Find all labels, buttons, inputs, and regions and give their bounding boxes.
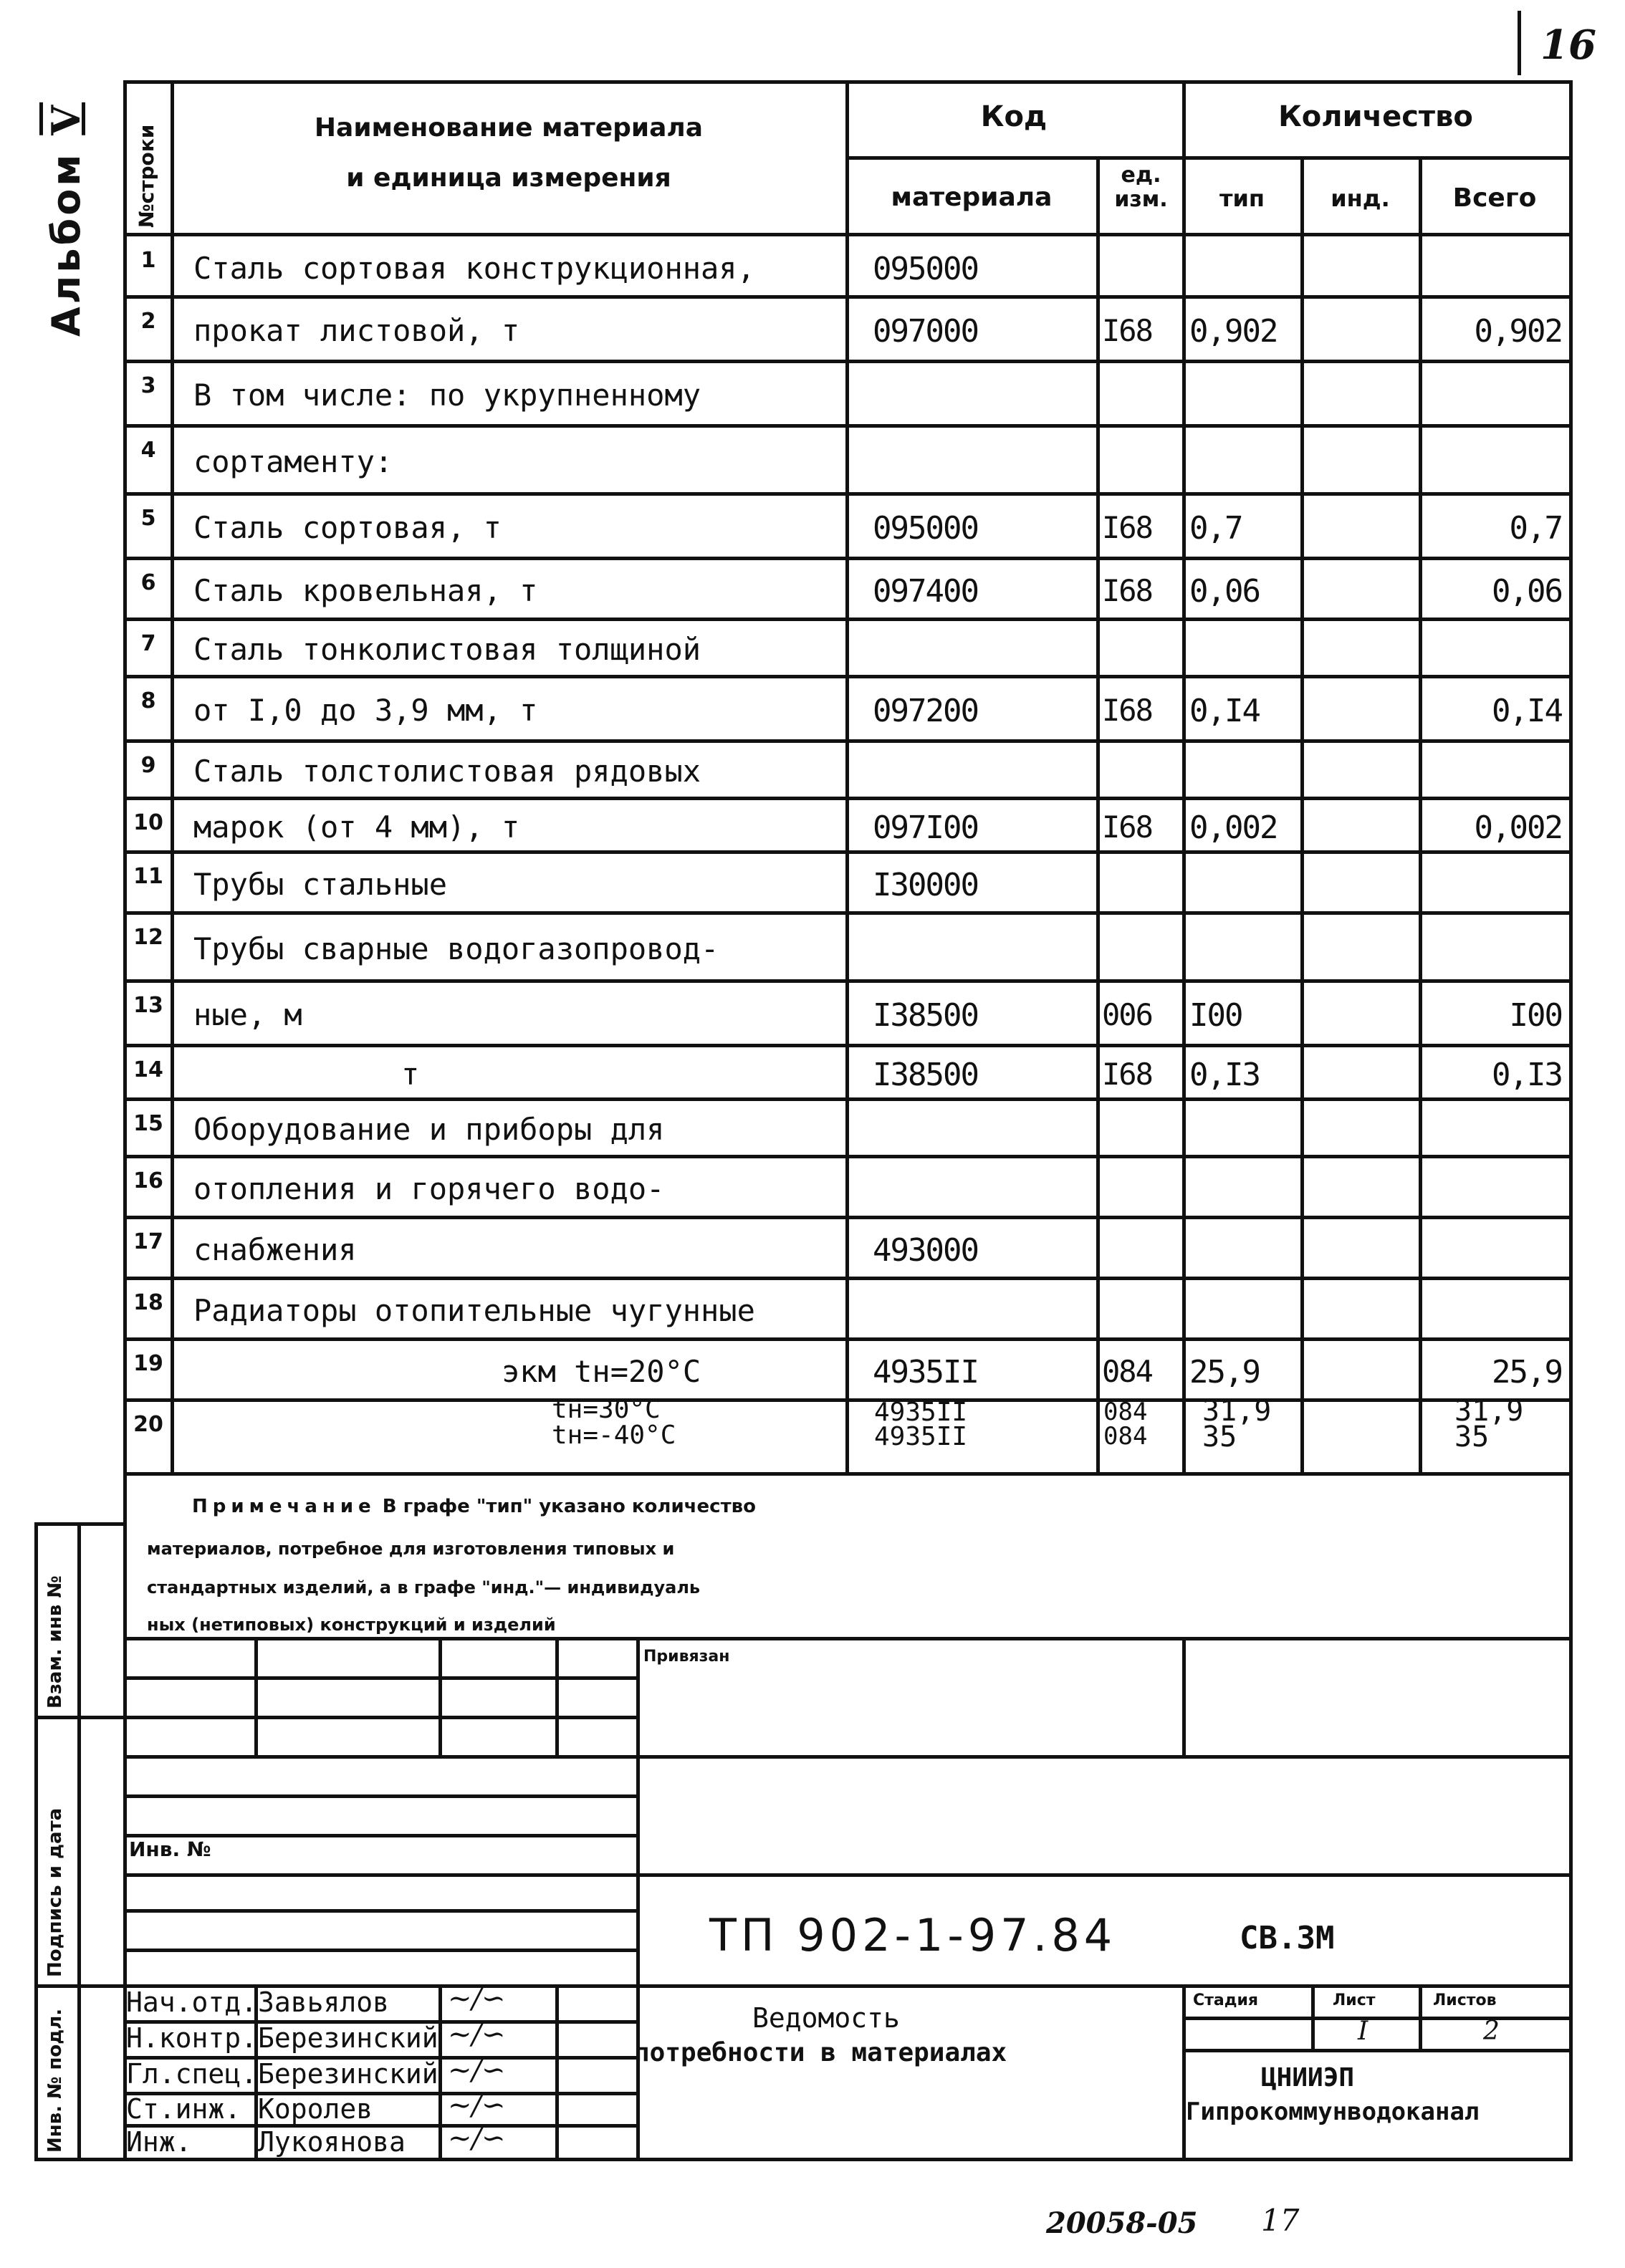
row-name: Трубы стальные bbox=[193, 866, 448, 902]
row-number: 12 bbox=[133, 925, 163, 950]
row-unit: I68 bbox=[1102, 313, 1152, 348]
signature-name: Березинский bbox=[258, 2058, 438, 2090]
row-name: Радиаторы отопительные чугунные bbox=[193, 1292, 755, 1328]
row-number: 14 bbox=[133, 1057, 163, 1082]
sheet-value: I bbox=[1358, 2017, 1368, 2046]
row-separator bbox=[123, 1337, 1573, 1341]
org-line2: Гипрокоммунводоканал bbox=[1186, 2098, 1480, 2126]
stamp-podpis: Подпись и дата bbox=[44, 1807, 66, 1977]
row-code: 095000 bbox=[873, 510, 978, 547]
row-typ: 0,06 bbox=[1189, 572, 1260, 610]
row-number: 17 bbox=[133, 1229, 163, 1254]
note-heading: Примечание bbox=[192, 1496, 376, 1517]
row-number: 16 bbox=[133, 1168, 163, 1193]
row-code: I38500 bbox=[873, 1056, 978, 1093]
row-name: Сталь сортовая конструкционная, bbox=[193, 250, 755, 286]
row-name: Сталь тонколистовая толщиной bbox=[193, 632, 701, 667]
row-total: 31,9 bbox=[1454, 1395, 1524, 1428]
stage-label: Стадия bbox=[1193, 1991, 1259, 2009]
row-total: 0,I3 bbox=[1492, 1056, 1562, 1093]
row-total: 0,902 bbox=[1474, 313, 1562, 350]
row-name: прокат листовой, т bbox=[193, 313, 520, 348]
row-separator bbox=[123, 739, 1573, 743]
row-number: 6 bbox=[140, 570, 156, 595]
note-line3: стандартных изделий, а в графе "инд."— индивидуаль bbox=[147, 1577, 701, 1597]
row-name: Сталь сортовая, т bbox=[193, 510, 502, 545]
handwritten-signature: ~∕∽ bbox=[448, 2122, 506, 2155]
header-row-no: №строки bbox=[135, 124, 158, 228]
sheets-label: Листов bbox=[1433, 1991, 1497, 2009]
footer-page-ref: 17 bbox=[1261, 2203, 1300, 2238]
signature-name: Завьялов bbox=[258, 1986, 390, 2018]
signature-role: Гл.спец. bbox=[126, 2058, 258, 2090]
row-number: 5 bbox=[140, 506, 156, 531]
row-separator bbox=[123, 1216, 1573, 1219]
row-number: 9 bbox=[140, 753, 156, 778]
sheet-code: СВ.ЗМ bbox=[1240, 1920, 1335, 1956]
stamp-vzam: Взам. инв № bbox=[44, 1575, 66, 1709]
note-line2: материалов, потребное для изготовления типовых и bbox=[147, 1539, 675, 1559]
row-number: 15 bbox=[133, 1111, 163, 1136]
row-name: сортаменту: bbox=[193, 443, 393, 479]
row-number: 19 bbox=[133, 1351, 163, 1376]
row-unit: I68 bbox=[1102, 510, 1152, 545]
row-number: 20 bbox=[133, 1412, 163, 1437]
album-label-text: Альбом bbox=[44, 151, 89, 337]
row-name: Трубы сварные водогазопровод- bbox=[193, 931, 719, 966]
row-number: 10 bbox=[133, 810, 163, 835]
row-number: 11 bbox=[133, 864, 163, 889]
signature-name: Лукоянова bbox=[258, 2126, 406, 2158]
row-separator bbox=[123, 295, 1573, 299]
row-typ: 0,I3 bbox=[1189, 1056, 1260, 1093]
row-total: 25,9 bbox=[1492, 1353, 1562, 1390]
row-unit: 084 bbox=[1103, 1398, 1148, 1426]
stamp-inv-podl: Инв. № подл. bbox=[44, 2008, 66, 2153]
row-name: Оборудование и приборы для bbox=[193, 1112, 665, 1147]
row-typ: 0,902 bbox=[1189, 313, 1278, 350]
row-code: 097000 bbox=[873, 313, 978, 350]
row-name: отопления и горячего водо- bbox=[193, 1171, 665, 1206]
row-typ: 0,002 bbox=[1189, 809, 1278, 846]
row-number: 4 bbox=[140, 438, 156, 463]
row-code: 097200 bbox=[873, 693, 978, 729]
header-name-line1: Наименование материала bbox=[314, 113, 704, 143]
sheets-value: 2 bbox=[1483, 2017, 1500, 2046]
row-name: В том числе: по укрупненному bbox=[193, 378, 701, 413]
signature-role: Нач.отд. bbox=[126, 1986, 258, 2018]
row-separator bbox=[123, 1398, 1573, 1402]
signature-role: Ст.инж. bbox=[126, 2093, 241, 2125]
row-name: tн=30°С bbox=[552, 1395, 661, 1424]
row-separator bbox=[123, 911, 1573, 915]
sheet-label: Лист bbox=[1333, 1991, 1376, 2009]
privyazan-label: Привязан bbox=[643, 1648, 730, 1666]
row-number: 3 bbox=[140, 373, 156, 398]
row-separator bbox=[123, 1044, 1573, 1047]
row-name: ные, м bbox=[193, 997, 302, 1032]
row-unit-2: 084 bbox=[1103, 1422, 1148, 1451]
row-code: I30000 bbox=[873, 866, 978, 903]
row-typ-2: 35 bbox=[1202, 1421, 1237, 1453]
row-code: 493000 bbox=[873, 1231, 978, 1269]
header-code-material: материала bbox=[891, 183, 1053, 212]
note-text-1: В графе "тип" указано количество bbox=[382, 1496, 756, 1517]
row-code: I38500 bbox=[873, 997, 978, 1034]
page-number: 16 bbox=[1540, 21, 1596, 69]
row-unit: 084 bbox=[1102, 1353, 1152, 1389]
row-unit: I68 bbox=[1102, 809, 1152, 845]
designation: ТП 902-1-97.84 bbox=[709, 1909, 1117, 1961]
row-typ: I00 bbox=[1189, 997, 1242, 1034]
signature-name: Королев bbox=[258, 2093, 373, 2125]
row-name: Сталь кровельная, т bbox=[193, 572, 538, 608]
header-q-ind: инд. bbox=[1331, 185, 1390, 212]
handwritten-signature: ~∕∽ bbox=[448, 2054, 506, 2087]
row-separator bbox=[123, 557, 1573, 560]
row-separator bbox=[123, 1277, 1573, 1280]
order-number: 20058-05 bbox=[1046, 2206, 1198, 2240]
row-unit: 006 bbox=[1102, 997, 1152, 1032]
row-total-2: 35 bbox=[1454, 1421, 1490, 1453]
row-typ: 0,I4 bbox=[1189, 693, 1260, 729]
row-total: 0,06 bbox=[1492, 572, 1562, 610]
handwritten-signature: ~∕∽ bbox=[448, 1982, 506, 2015]
row-total: 0,002 bbox=[1474, 809, 1562, 846]
header-quantity: Количество bbox=[1278, 100, 1473, 133]
album-number: V bbox=[43, 102, 89, 135]
header-q-total: Всего bbox=[1452, 183, 1537, 213]
note-line1 bbox=[192, 1496, 756, 1517]
row-total: 0,I4 bbox=[1492, 693, 1562, 729]
row-number: 8 bbox=[140, 688, 156, 713]
doc-title-line2: потребности в материалах bbox=[634, 2038, 1007, 2067]
handwritten-signature: ~∕∽ bbox=[448, 2089, 506, 2122]
note-line4: ных (нетиповых) конструкций и изделий bbox=[147, 1615, 556, 1635]
signature-role: Н.контр. bbox=[126, 2022, 258, 2054]
row-separator bbox=[123, 1155, 1573, 1158]
row-name: от I,0 до 3,9 мм, т bbox=[193, 693, 538, 728]
row-unit: I68 bbox=[1102, 693, 1152, 728]
row-code: 4935II bbox=[874, 1398, 968, 1427]
inv-no-label: Инв. № bbox=[129, 1837, 211, 1861]
row-number: 1 bbox=[140, 248, 156, 273]
row-number: 18 bbox=[133, 1290, 163, 1315]
header-name-line2: и единица измерения bbox=[346, 163, 671, 193]
row-total: I00 bbox=[1509, 997, 1562, 1034]
row-separator bbox=[123, 797, 1573, 800]
row-name-2: tн=-40°С bbox=[552, 1421, 676, 1450]
row-name: т bbox=[401, 1056, 420, 1092]
doc-title-line1: Ведомость bbox=[752, 2002, 900, 2034]
row-typ: 0,7 bbox=[1189, 510, 1242, 547]
row-separator bbox=[123, 424, 1573, 428]
row-name: экм tн=20°С bbox=[502, 1353, 701, 1389]
row-separator bbox=[123, 618, 1573, 621]
row-name: снабжения bbox=[193, 1231, 357, 1267]
row-unit: I68 bbox=[1102, 1056, 1152, 1092]
row-code: 097I00 bbox=[873, 809, 978, 846]
row-code: 095000 bbox=[873, 250, 978, 287]
org-line1: ЦНИИЭП bbox=[1261, 2063, 1355, 2092]
row-separator bbox=[123, 1097, 1573, 1101]
row-unit: I68 bbox=[1102, 572, 1152, 608]
row-total: 0,7 bbox=[1509, 510, 1562, 547]
row-separator bbox=[123, 979, 1573, 983]
signature-role: Инж. bbox=[126, 2126, 192, 2158]
row-typ: 25,9 bbox=[1189, 1353, 1260, 1390]
row-number: 13 bbox=[133, 993, 163, 1018]
row-name: Сталь толстолистовая рядовых bbox=[193, 754, 701, 789]
row-code: 4935II bbox=[873, 1353, 978, 1390]
header-code: Код bbox=[980, 100, 1048, 133]
row-number: 2 bbox=[140, 309, 156, 334]
header-q-type: тип bbox=[1219, 185, 1265, 212]
row-code-2: 4935II bbox=[874, 1422, 968, 1451]
row-number: 7 bbox=[140, 631, 156, 656]
row-separator bbox=[123, 675, 1573, 678]
header-code-unit: ед. изм. bbox=[1114, 163, 1168, 212]
row-separator bbox=[123, 492, 1573, 496]
handwritten-signature: ~∕∽ bbox=[448, 2018, 506, 2051]
row-typ: 31,9 bbox=[1202, 1395, 1272, 1428]
row-separator bbox=[123, 360, 1573, 363]
row-name: марок (от 4 мм), т bbox=[193, 809, 520, 845]
row-separator bbox=[123, 850, 1573, 854]
row-code: 097400 bbox=[873, 572, 978, 610]
signature-name: Березинский bbox=[258, 2022, 438, 2054]
